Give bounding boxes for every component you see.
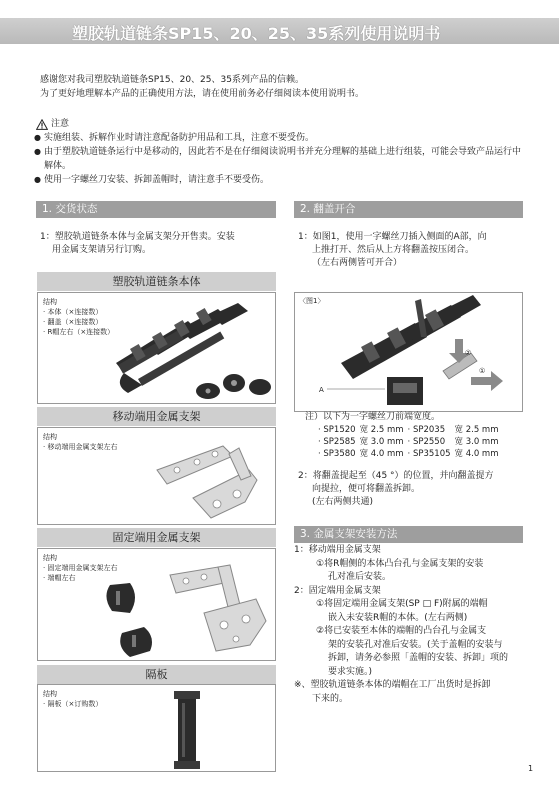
page-number: 1 — [528, 764, 534, 773]
caption-line: · 移动端用金属支架左右 — [43, 443, 118, 451]
text-line: 下来的。 — [312, 693, 349, 704]
intro-line: 为了更好地理解本产品的正确使用方法，请在使用前务必仔细阅读本使用说明书。 — [40, 89, 365, 99]
figure-callout-2: ② — [465, 349, 472, 357]
caution-title-text: 注意 — [51, 119, 70, 129]
figure-callout-1: ① — [479, 367, 486, 375]
spec-width: 宽 2.5 mm — [454, 425, 499, 435]
text-line: （左右两侧皆可开合） — [312, 258, 403, 268]
caption-line: 结构 — [43, 690, 57, 698]
spec-width: 宽 4.0 mm — [359, 449, 404, 459]
text-line: 用金属支架请另行订购。 — [52, 245, 152, 255]
part-box-chain-body — [37, 292, 276, 404]
separator-image — [172, 689, 202, 771]
intro-line: 感谢您对我司塑胶轨道链条SP15、20、25、35系列产品的信赖。 — [40, 75, 304, 85]
section-3-text — [294, 544, 529, 706]
text-line: ※、塑胶轨道链条本体的端帽在工厂出货时是拆卸 — [294, 680, 491, 690]
text-line: ②将已安装至本体的端帽的凸台孔与金属支 — [316, 626, 487, 636]
caption-line: · 端帽左右 — [43, 574, 76, 582]
part-bar-chain-body: 塑胶轨道链条本体 — [37, 272, 276, 291]
warning-icon — [36, 119, 48, 130]
section-2-text-1 — [298, 231, 528, 270]
caption-line: 结构 — [43, 433, 57, 441]
caution-title — [36, 117, 529, 131]
text-line: (左右两侧共通) — [312, 497, 374, 507]
spec-model: · SP2550 — [407, 437, 446, 447]
part-caption — [43, 297, 114, 337]
part-caption — [43, 432, 117, 452]
text-line: 1：如图1，使用一字螺丝刀插入侧面的A部，向 — [298, 232, 487, 242]
page-title: 塑胶轨道链条SP15、20、25、35系列使用说明书 — [72, 24, 441, 43]
screwdriver-note: 注）以下为一字螺丝刀前端宽度。 — [305, 412, 441, 422]
caution-block — [34, 117, 529, 187]
spec-table — [318, 424, 503, 460]
caption-line: · 本体（×连接数） — [43, 308, 103, 316]
text-line: 上推打开、然后从上方将翻盖按压闭合。 — [312, 245, 475, 255]
text-line: 2：固定端用金属支架 — [294, 585, 381, 596]
text-line: 架的安装孔对准后安装。(关于盖帽的安装与 — [328, 639, 503, 650]
figure-callout-a: A — [319, 386, 324, 394]
text-line: 2：将翻盖提起至（45 °）的位置，并向翻盖提方 — [298, 471, 494, 481]
caption-line: 结构 — [43, 298, 57, 306]
text-line: 1：塑胶轨道链条本体与金属支架分开售卖。安装 — [40, 232, 235, 242]
caution-item: ● 使用一字螺丝刀安装、拆卸盖帽时，请注意手不要受伤。 — [34, 173, 529, 187]
section-1-text — [40, 231, 280, 257]
table-row — [318, 436, 503, 448]
figure-label: 〈图1〉 — [299, 297, 325, 305]
table-row — [318, 448, 503, 460]
spec-width: 宽 4.0 mm — [454, 449, 499, 459]
text-line: ①将固定端用金属支架(SP □ F)附属的端帽 — [316, 599, 488, 609]
section-1-header: 1. 交货状态 — [36, 201, 276, 218]
text-line: 向提拉，便可将翻盖拆卸。 — [312, 484, 421, 494]
figure-1 — [294, 292, 523, 412]
caution-item: ● 实施组装、拆解作业时请注意配备防护用品和工具，注意不要受伤。 — [34, 131, 529, 145]
part-bar-separator: 隔板 — [37, 665, 276, 684]
caption-line: · 翻盖（×连接数） — [43, 318, 103, 326]
caution-list — [34, 131, 529, 187]
caution-item: ● 由于塑胶轨道链条运行中是移动的，因此若不是在仔细阅读说明书并充分理解的基础上进行组装，可能会导致产品运行中解体。 — [34, 145, 529, 173]
intro — [40, 73, 520, 101]
caption-line: 结构 — [43, 554, 57, 562]
caption-line: · 隔板（×订购数） — [43, 700, 103, 708]
text-line: 1：移动端用金属支架 — [294, 545, 381, 555]
section-2-text-2 — [298, 470, 528, 509]
part-caption — [43, 689, 102, 709]
figure-1-image — [295, 293, 524, 413]
chain-body-image — [108, 303, 273, 401]
section-3-header: 3. 金属支架安装方法 — [294, 526, 523, 543]
spec-width: 宽 3.0 mm — [454, 437, 499, 447]
table-row — [318, 424, 503, 436]
part-bar-fixed-bracket: 固定端用金属支架 — [37, 528, 276, 547]
text-line: ①将R帽侧的本体凸台孔与金属支架的安装 — [316, 558, 484, 569]
part-bar-moving-bracket: 移动端用金属支架 — [37, 407, 276, 426]
fixed-bracket-image — [100, 563, 272, 659]
spec-width: 宽 3.0 mm — [359, 437, 404, 447]
spec-model: · SP2035 — [407, 425, 446, 435]
caption-line: · R帽左右（×连接数） — [43, 328, 115, 336]
spec-model: · SP1520 — [318, 425, 356, 435]
text-line: 孔对准后安装。 — [328, 572, 392, 582]
part-box-separator — [37, 684, 276, 772]
spec-model: · SP2585 — [318, 437, 356, 447]
spec-model: · SP35105 — [407, 449, 451, 459]
section-2-header: 2. 翻盖开合 — [294, 201, 523, 218]
spec-width: 宽 2.5 mm — [359, 425, 404, 435]
text-line: 要求实施。) — [328, 666, 373, 677]
title-bar — [0, 18, 559, 44]
part-box-fixed-bracket — [37, 548, 276, 661]
spec-model: · SP3580 — [318, 449, 356, 459]
text-line: 拆卸，请务必参照「盖帽的安装、拆卸」项的 — [328, 653, 509, 663]
text-line: 嵌入未安装R帽的本体。(左右两侧) — [328, 612, 468, 623]
part-box-moving-bracket — [37, 427, 276, 525]
moving-bracket-image — [153, 440, 268, 524]
caption-line: · 固定端用金属支架左右 — [43, 564, 118, 572]
